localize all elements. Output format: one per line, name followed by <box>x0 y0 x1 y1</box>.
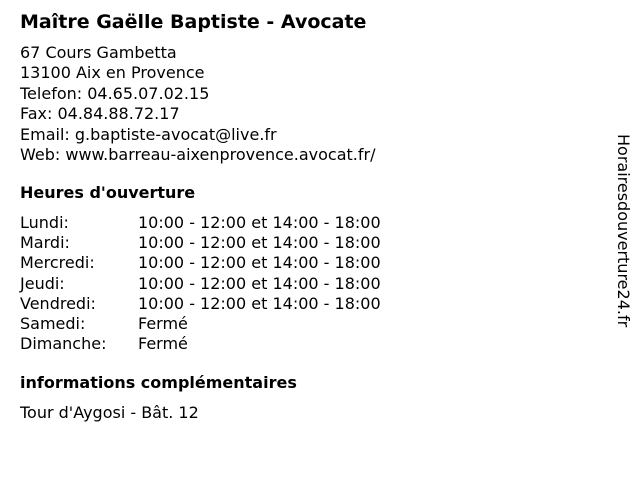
hours-day: Dimanche: <box>20 334 107 354</box>
hours-day: Jeudi: <box>20 273 65 293</box>
hours-day: Vendredi: <box>20 293 96 313</box>
hours-row-samedi <box>20 314 381 334</box>
page-title: Maître Gaëlle Baptiste - Avocate <box>20 11 367 33</box>
email-text: Email: g.baptiste-avocat@live.fr <box>20 124 277 144</box>
opening-hours-table <box>20 213 381 354</box>
hours-time: 10:00 - 12:00 et 14:00 - 18:00 <box>138 253 381 273</box>
hours-row-mercredi <box>20 253 381 273</box>
phone-text: Telefon: 04.65.07.02.15 <box>20 83 210 103</box>
address-city: 13100 Aix en Provence <box>20 63 205 83</box>
hours-row-lundi <box>20 213 381 233</box>
hours-time: 10:00 - 12:00 et 14:00 - 18:00 <box>138 213 381 232</box>
contact-block <box>20 43 375 165</box>
hours-day: Mercredi: <box>20 253 95 273</box>
hours-row-mardi <box>20 233 381 253</box>
hours-time: 10:00 - 12:00 et 14:00 - 18:00 <box>138 273 381 293</box>
side-brand-text: Horairesdouverture24.fr <box>614 134 633 328</box>
side-brand-watermark <box>600 134 640 374</box>
hours-day: Samedi: <box>20 314 86 334</box>
hours-row-vendredi <box>20 294 381 314</box>
additional-info-heading: informations complémentaires <box>20 373 297 392</box>
web-text: Web: www.barreau-aixenprovence.avocat.fr/ <box>20 145 376 165</box>
hours-time: 10:00 - 12:00 et 14:00 - 18:00 <box>138 233 381 253</box>
hours-time: Fermé <box>138 314 188 334</box>
hours-row-dimanche <box>20 334 381 354</box>
address-street: 67 Cours Gambetta <box>20 43 177 62</box>
hours-row-jeudi <box>20 274 381 294</box>
hours-time: Fermé <box>138 334 188 354</box>
fax-text: Fax: 04.84.88.72.17 <box>20 104 180 124</box>
opening-hours-heading: Heures d'ouverture <box>20 183 196 202</box>
hours-day: Mardi: <box>20 233 70 253</box>
hours-day: Lundi: <box>20 213 69 232</box>
hours-time: 10:00 - 12:00 et 14:00 - 18:00 <box>138 293 381 313</box>
additional-info-text: Tour d'Aygosi - Bât. 12 <box>20 403 199 422</box>
